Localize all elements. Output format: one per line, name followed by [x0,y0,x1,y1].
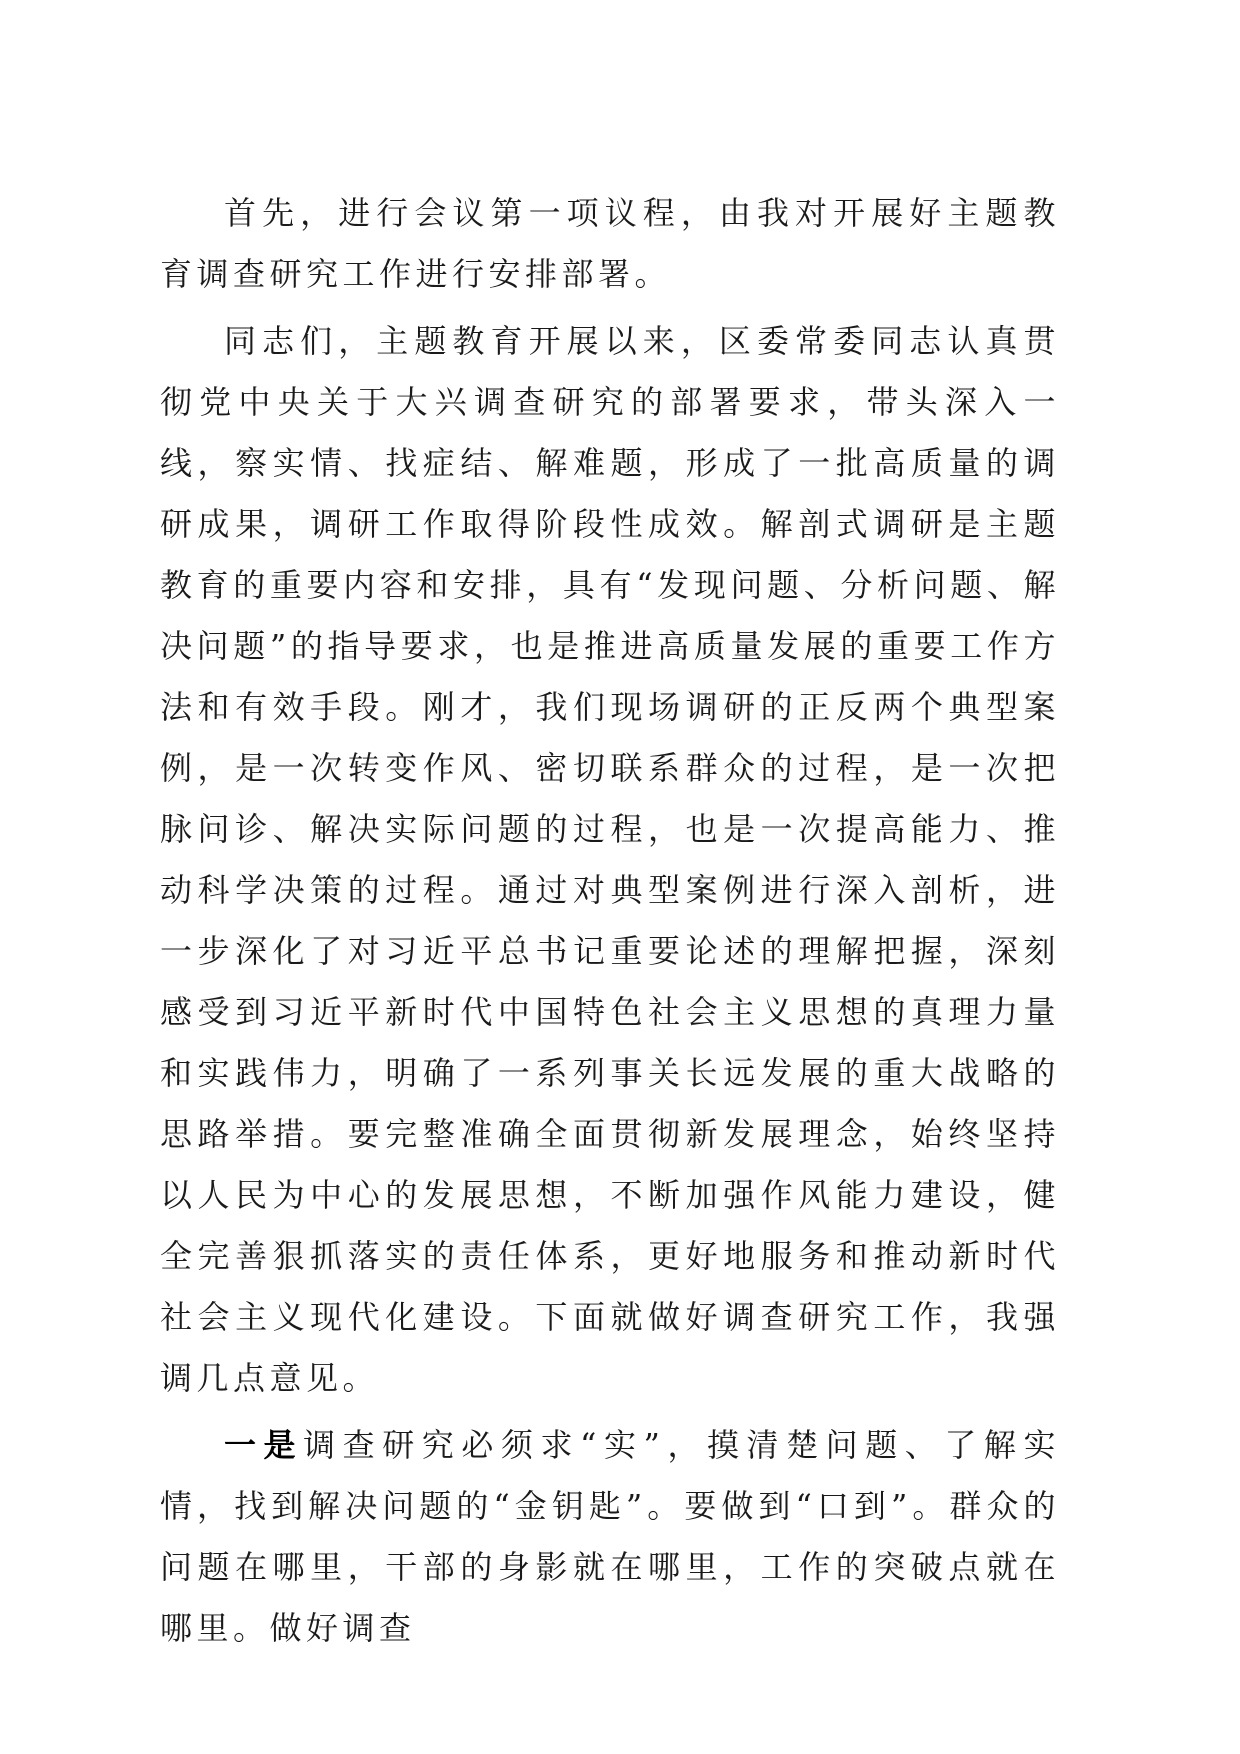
paragraph-text: 首先，进行会议第一项议程，由我对开展好主题教育调查研究工作进行安排部署。 [160,194,1060,293]
paragraph-agenda [160,183,1060,305]
point-lead: 一是 [224,1426,304,1464]
paragraph-point-one [160,1415,1060,1659]
paragraph-text: 同志们，主题教育开展以来，区委常委同志认真贯彻党中央关于大兴调查研究的部署要求，带头深入一线，察实情、找症结、解难题，形成了一批高质量的调研成果，调研工作取得阶段性成效。解剖式调研是主题教育的重要内容和安排，具有“发现问题、分析问题、解决问题”的指导要求，也是推进高质量发展的重要工作方法和有效手段。刚才，我们现场调研的正反两个典型案例，是一次转变作风、密切联系群众的过程，是一次把脉问诊、解决实际问题的过程，也是一次提高能力、推动科学决策的过程。通过对典型案例进行深入剖析，进一步深化了对习近平总书记重要论述的理解把握，深刻感受到习近平新时代中国特色社会主义思想的真理力量和实践伟力，明确了一系列事关长远发展的重大战略的思路举措。要完整准确全面贯彻新发展理念，始终坚持以人民为中心的发展思想，不断加强作风能力建设，健全完善狠抓落实的责任体系，更好地服务和推动新时代社会主义现代化建设。下面就做好调查研究工作，我强调几点意见。 [160,322,1060,1397]
paragraph-text: 调查研究必须求“实”，摸清楚问题、了解实情，找到解决问题的“金钥匙”。要做到“口到”。群众的问题在哪里，干部的身影就在哪里，工作的突破点就在哪里。做好调查 [160,1426,1060,1647]
document-body [160,183,1060,1665]
paragraph-overview [160,311,1060,1409]
